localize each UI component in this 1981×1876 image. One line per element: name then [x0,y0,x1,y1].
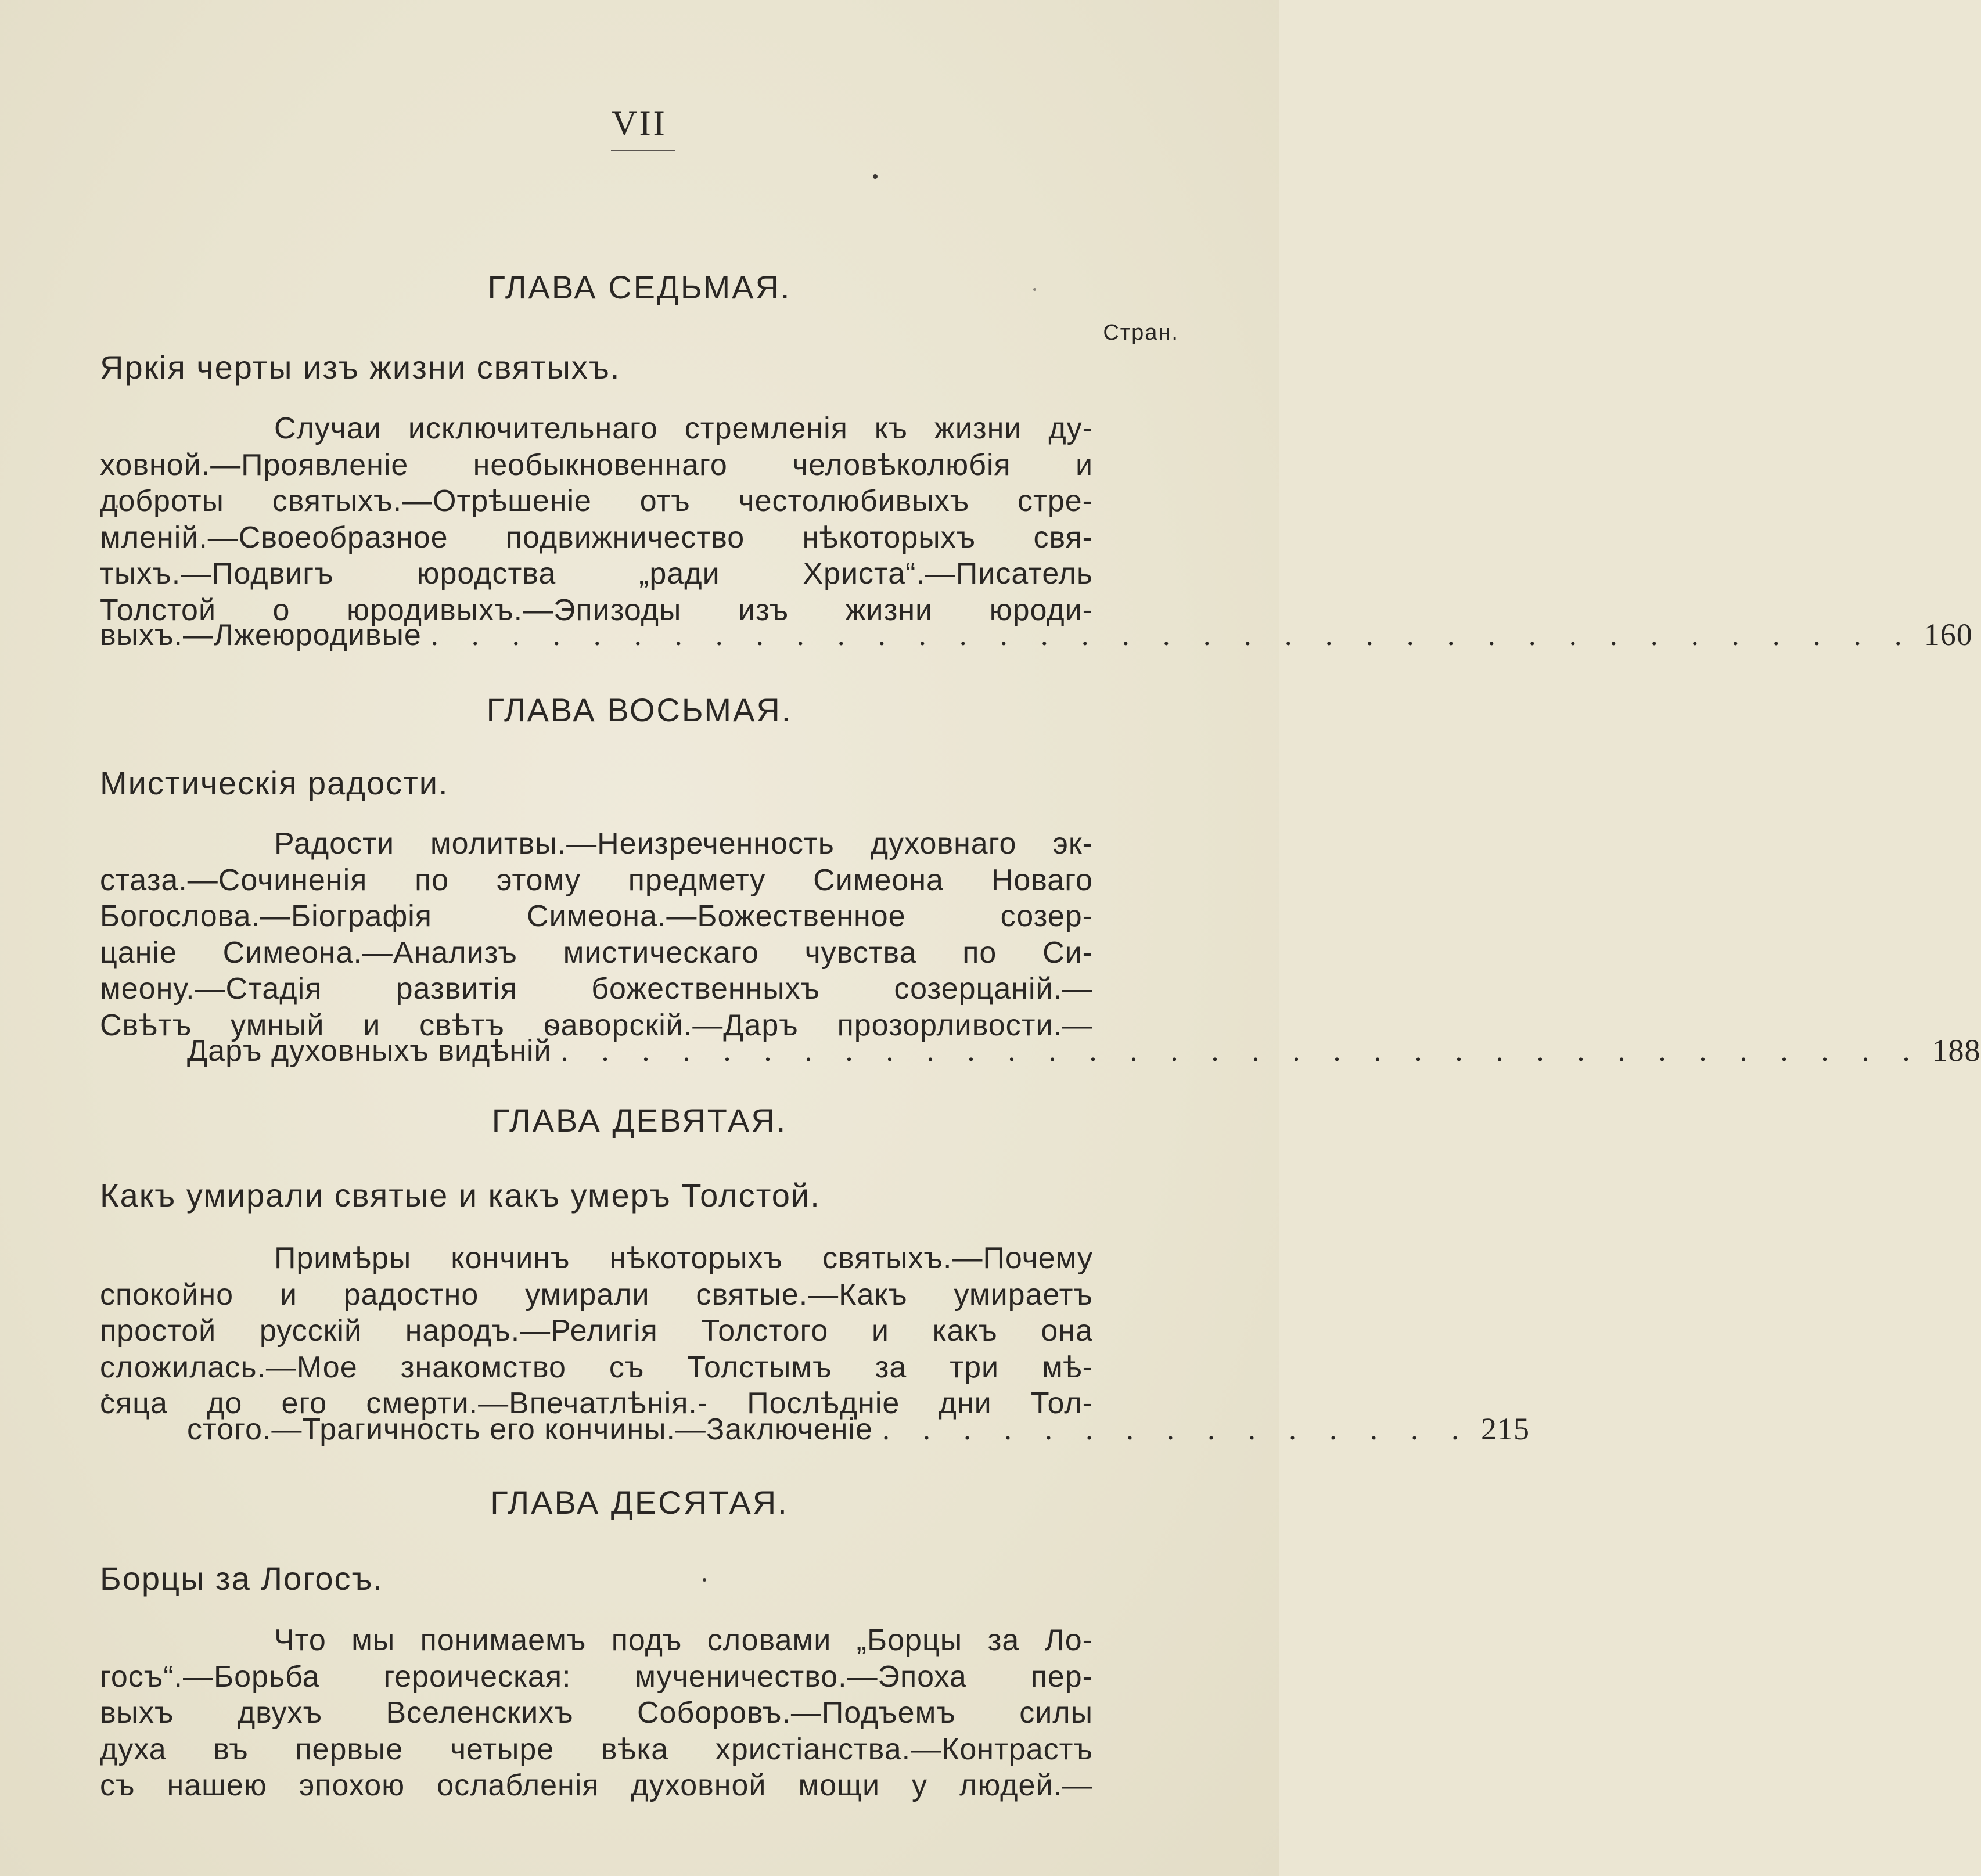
summary-line: Богослова.—Біографія Симеона.—Божественное созер- [100,899,1093,933]
chapter-heading: ГЛАВА ДЕВЯТАЯ. [491,1102,788,1139]
summary-line: тыхъ.—Подвигъ юродства „ради Христа“.—Писатель [100,557,1093,590]
summary-line: съ нашею эпохою ослабленія духовной мощи у людей.— [100,1769,1093,1802]
page-reference: 188 [1932,1033,1981,1068]
summary-line: доброты святыхъ.—Отрѣшеніе отъ честолюбивыхъ стре- [100,484,1093,518]
summary-line: мленій.—Своеобразное подвижничество нѣкоторыхъ свя- [100,520,1093,554]
chapter-summary [100,1622,1093,1804]
summary-line: стого.—Трагичность его кончины.—Заключеніе [187,1413,873,1446]
summary-line: выхъ.—Лжеюродивые [100,618,422,652]
summary-line: Случаи исключительнаго стремленія къ жизни ду- [274,412,1093,445]
chapter-heading: ГЛАВА ДЕСЯТАЯ. [490,1484,789,1521]
toc-entry-line [187,1411,1530,1447]
summary-line: духа въ первые четыре вѣка христіанства.—Контрастъ [100,1732,1093,1766]
page-number-rule [611,150,675,151]
chapter-title: Какъ умирали святые и какъ умеръ Толстой. [100,1177,821,1214]
chapter-title: Яркія черты изъ жизни святыхъ. [100,349,621,386]
ink-speck [873,174,878,179]
leader-dots: . . . . . . . . . . . . . . . . . . . . . . . . . . . . . . . . . . [560,1035,1923,1068]
summary-line: Что мы понимаемъ подъ словами „Борцы за Ло- [274,1623,1093,1657]
chapter-summary [100,1240,1093,1422]
summary-line: Свѣтъ умный и свѣтъ ѳаворскій.—Даръ прозорливости.— [100,1008,1093,1042]
summary-line: Даръ духовныхъ видѣній [187,1034,552,1068]
leader-dots: . . . . . . . . . . . . . . . . . . . . . . . . . . . . . . . . . . . . . [430,619,1915,652]
summary-line: Примѣры кончинъ нѣкоторыхъ святыхъ.—Почему [274,1241,1093,1275]
chapter-heading: ГЛАВА ВОСЬМАЯ. [486,692,793,728]
summary-line: сяца до его смерти.—Впечатлѣнія.- Послѣдніе дни Тол- [100,1387,1093,1420]
summary-line: Радости молитвы.—Неизреченность духовнаго эк- [274,827,1093,860]
column-header-pages: Стран. [1103,321,1179,345]
summary-line: меону.—Стадія развитія божественныхъ созерцаній.— [100,972,1093,1006]
chapter-summary [100,411,1093,628]
summary-line: Толстой о юродивыхъ.—Эпизоды изъ жизни юроди- [100,593,1093,627]
chapter-summary [100,826,1093,1043]
toc-entry-line [100,617,1973,653]
summary-line: спокойно и радостно умирали святые.—Какъ умираетъ [100,1277,1093,1312]
summary-line: госъ“.—Борьба героическая: мученичество.—Эпоха пер- [100,1659,1093,1694]
summary-line: сложилась.—Мое знакомство съ Толстымъ за три мѣ- [100,1350,1093,1384]
chapter-title: Борцы за Логосъ. [100,1560,384,1597]
toc-entry-line [187,1032,1981,1068]
chapter-heading: ГЛАВА СЕДЬМАЯ. [487,269,792,305]
summary-line: выхъ двухъ Вселенскихъ Соборовъ.—Подъемъ силы [100,1696,1093,1730]
leader-dots: . . . . . . . . . . . . . . . [882,1413,1472,1446]
chapter-title: Мистическія радости. [100,765,449,801]
page-reference: 215 [1480,1411,1530,1446]
summary-line: цаніе Симеона.—Анализъ мистическаго чувства по Си- [100,935,1093,970]
summary-line: простой русскій народъ.—Религія Толстого и какъ она [100,1314,1093,1348]
page-number: VII [612,104,667,142]
summary-line: ховной.—Проявленіе необыкновеннаго человѣколюбія и [100,448,1093,482]
page-reference: 160 [1924,617,1973,652]
ink-speck [703,1578,706,1582]
summary-line: стаза.—Сочиненія по этому предмету Симеона Новаго [100,863,1093,897]
